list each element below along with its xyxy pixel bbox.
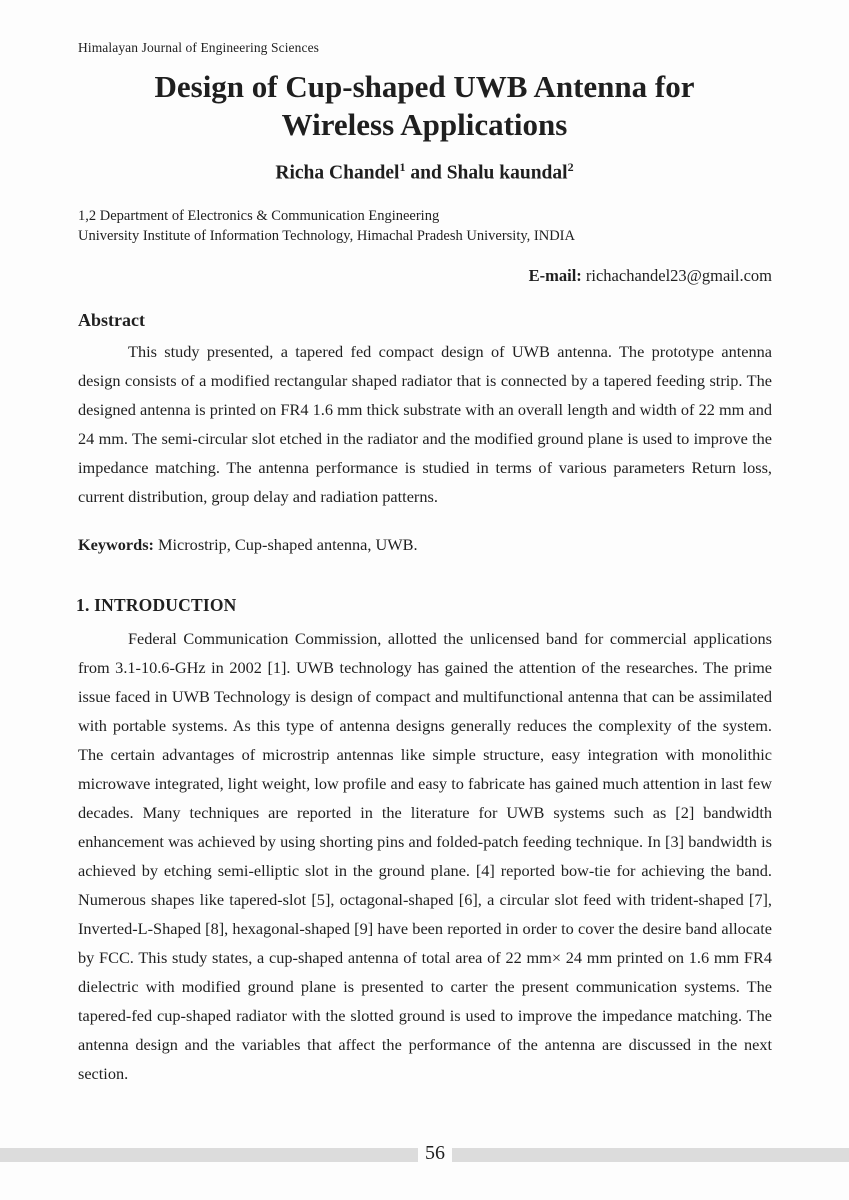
email-line <box>78 266 772 286</box>
author-2-name: Shalu kaundal <box>446 162 568 184</box>
author-1-superscript: 1 <box>399 160 406 174</box>
page-number: 56 <box>425 1142 445 1164</box>
keywords-line <box>78 535 772 555</box>
title-line-2: Wireless Applications <box>281 107 568 142</box>
title-line-1: Design of Cup-shaped UWB Antenna for <box>154 69 695 104</box>
affiliation <box>78 206 772 246</box>
keywords-value: Microstrip, Cup-shaped antenna, UWB. <box>153 535 418 554</box>
authors-connector: and <box>405 162 447 184</box>
author-1-name: Richa Chandel <box>275 162 400 184</box>
introduction-body: Federal Communication Commission, allotted the unlicensed band for commercial applications from 3.1-10.6-GHz in 2002 [1]. UWB technology has gained the attention of the researches. The prime issue faced in UWB Technology is design of compact and multifunctional antenna that can be assimilated with portable systems. As this type of antenna designs generally reduces the complexity of the system. The certain advantages of microstrip antennas like simple structure, easy integration with monolithic microwave integrated, light weight, low profile and easy to fabricate has gained much attention in last few decades. Many techniques are reported in the literature for UWB systems such as [2] bandwidth enhancement was achieved by using shorting pins and folded-patch feeding technique. In [3] bandwidth is achieved by etching semi-elliptic slot in the ground plane. [4] reported bow-tie for achieving the band. Numerous shapes like tapered-slot [5], octagonal-shaped [6], a circular slot feed with trident-shaped [7], Inverted-L-Shaped [8], hexagonal-shaped [9] have been reported in order to cover the desire band allocate by FCC. This study states, a cup-shaped antenna of total area of 22 mm× 24 mm printed on 1.6 mm FR4 dielectric with modified ground plane is presented to carter the present communication systems. The tapered-fed cup-shaped radiator with the slotted ground is used to improve the impedance matching. The antenna design and the variables that affect the performance of the antenna are discussed in the next section. <box>78 629 772 1083</box>
footer-bar-right <box>452 1148 849 1162</box>
footer-bar-left <box>0 1148 418 1162</box>
abstract-body: This study presented, a tapered fed compact design of UWB antenna. The prototype antenna design consists of a modified rectangular shaped radiator that is connected by a tapered feeding strip. The designed antenna is printed on FR4 1.6 mm thick substrate with an overall length and width of 22 mm and 24 mm. The semi-circular slot etched in the radiator and the modified ground plane is used to improve the impedance matching. The antenna performance is studied in terms of various parameters Return loss, current distribution, group delay and radiation patterns. <box>78 342 772 506</box>
authors-line <box>0 160 849 185</box>
keywords-label: Keywords: <box>78 535 154 554</box>
author-2-superscript: 2 <box>567 160 574 174</box>
introduction-heading: 1. INTRODUCTION <box>76 595 237 615</box>
abstract-heading: Abstract <box>78 310 145 330</box>
email-label: E-mail: <box>528 266 582 285</box>
journal-name: Himalayan Journal of Engineering Sciences <box>78 40 320 55</box>
paper-title <box>0 68 849 144</box>
affiliation-line-2: University Institute of Information Technology, Himachal Pradesh University, INDIA <box>78 228 575 244</box>
email-address: richachandel23@gmail.com <box>581 266 772 285</box>
affiliation-line-1: 1,2 Department of Electronics & Communication Engineering <box>78 208 440 224</box>
